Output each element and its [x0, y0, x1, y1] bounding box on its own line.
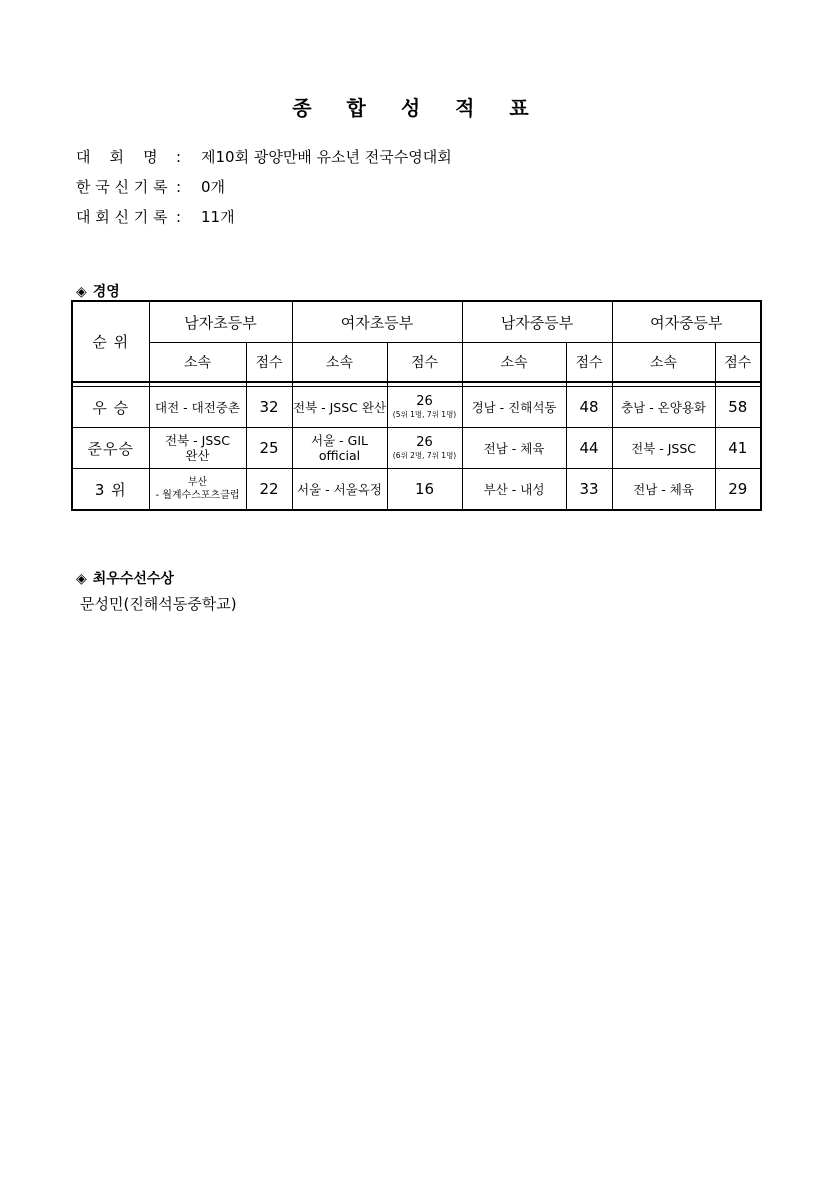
rank-header: 순 위: [72, 301, 149, 382]
info-colon: :: [176, 178, 182, 196]
score-cell: [387, 428, 462, 469]
club-header: 소속: [462, 343, 566, 383]
header-row-columns: [72, 343, 761, 383]
club-cell: 경남 - 진해석동: [462, 387, 566, 428]
info-value: 11개: [201, 208, 235, 226]
score-cell: 25: [246, 428, 292, 469]
section-heading-swimming: [76, 281, 120, 301]
score-cell: 58: [715, 387, 761, 428]
division-header: 여자초등부: [292, 301, 462, 343]
info-label: 대 회 신 기 록: [76, 208, 168, 226]
info-colon: :: [176, 148, 182, 166]
score-cell: 33: [566, 469, 612, 511]
table-row: [72, 387, 761, 428]
score-cell: 32: [246, 387, 292, 428]
club-cell: 전북 - JSSC: [612, 428, 715, 469]
score-value: 26: [416, 435, 433, 450]
section-heading-best-swimmer: [76, 568, 174, 588]
division-header: 남자초등부: [149, 301, 292, 343]
page-title: 종 합 성 적 표: [292, 96, 543, 120]
club-cell: 전북 - JSSC 완산: [292, 387, 387, 428]
diamond-icon: ◈: [76, 571, 87, 587]
club-cell: 대전 - 대전중촌: [149, 387, 246, 428]
club-cell: 충남 - 온양용화: [612, 387, 715, 428]
club-header: 소속: [292, 343, 387, 383]
club-cell: 서울 - GIL official: [292, 428, 387, 469]
rank-cell: 3 위: [72, 469, 149, 511]
score-note: (5위 1명, 7위 1명): [392, 410, 457, 419]
club-cell: 서울 - 서울옥정: [292, 469, 387, 511]
rank-cell: 준우승: [72, 428, 149, 469]
diamond-icon: ◈: [76, 284, 87, 300]
score-header: 점수: [715, 343, 761, 383]
section-heading-label: 최우수선수상: [92, 571, 174, 587]
score-header: 점수: [387, 343, 462, 383]
results-table: [71, 300, 762, 511]
table-row: [72, 469, 761, 511]
division-header: 여자중등부: [612, 301, 761, 343]
info-label: 한 국 신 기 록: [76, 178, 168, 196]
division-header: 남자중등부: [462, 301, 612, 343]
score-cell: [387, 387, 462, 428]
score-cell: 29: [715, 469, 761, 511]
score-header: 점수: [246, 343, 292, 383]
score-cell: 48: [566, 387, 612, 428]
section-heading-label: 경영: [92, 284, 120, 300]
club-cell: [149, 469, 246, 511]
info-value: 제10회 광양만배 유소년 전국수영대회: [201, 148, 452, 166]
club-cell: 전남 - 체육: [612, 469, 715, 511]
rank-cell: 우 승: [72, 387, 149, 428]
info-colon: :: [176, 208, 182, 226]
header-row-divisions: [72, 301, 761, 343]
score-cell: 22: [246, 469, 292, 511]
score-cell: 16: [387, 469, 462, 511]
club-cell: 전남 - 체육: [462, 428, 566, 469]
club-header: 소속: [612, 343, 715, 383]
score-header: 점수: [566, 343, 612, 383]
score-value: 26: [416, 394, 433, 409]
best-swimmer-name: 문성민(진해석동중학교): [80, 595, 237, 613]
club-region: 부산: [187, 477, 208, 488]
score-note: (6위 2명, 7위 1명): [392, 451, 457, 460]
info-value: 0개: [201, 178, 226, 196]
score-cell: 41: [715, 428, 761, 469]
club-cell: 전북 - JSSC 완산: [149, 428, 246, 469]
table-row: [72, 428, 761, 469]
club-cell: 부산 - 내성: [462, 469, 566, 511]
info-label: 대 회 명: [76, 148, 158, 166]
score-cell: 44: [566, 428, 612, 469]
club-header: 소속: [149, 343, 246, 383]
club-name: - 월계수스포츠클럽: [155, 490, 240, 501]
